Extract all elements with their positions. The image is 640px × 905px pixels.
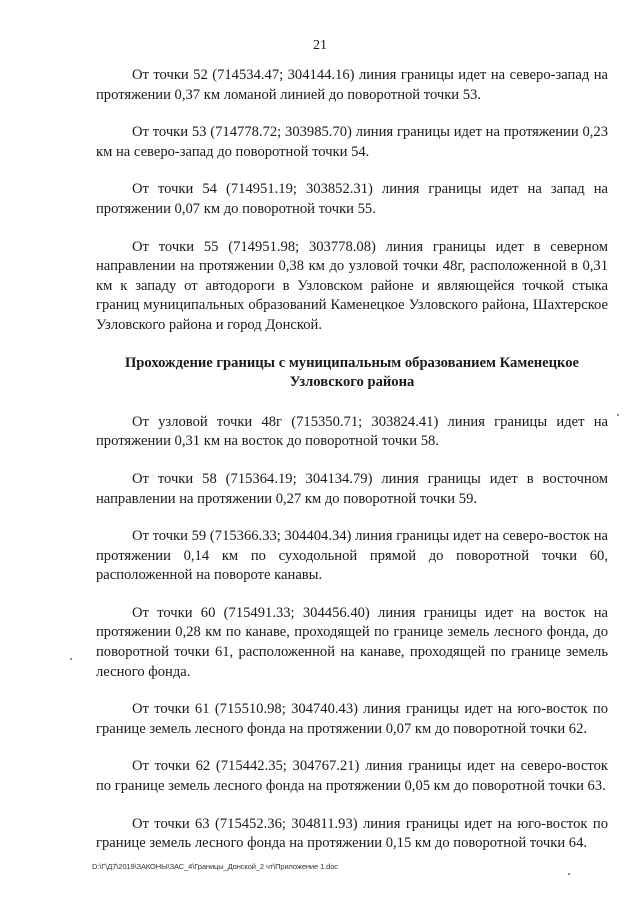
scan-speck — [568, 873, 570, 875]
scan-speck — [70, 658, 72, 660]
paragraph-point-61: От точки 61 (715510.98; 304740.43) линия границы идет на юго-восток по границе земель лесного фонда на протяжении 0,07 км до поворотной точки 62. — [96, 701, 608, 737]
document-body — [96, 66, 608, 872]
paragraph-point-59: От точки 59 (715366.33; 304404.34) линия границы идет на северо-восток на протяжении 0,14 км по суходольной прямой до поворотной точки 60, расположенной на повороте канавы. — [96, 528, 608, 584]
paragraph-point-60: От точки 60 (715491.33; 304456.40) линия границы идет на восток на протяжении 0,28 км по канаве, проходящей по границе земель лесного фонда, до поворотной точки 61, расположенной на канаве, проходящей по границе земель лесного фонда. — [96, 604, 608, 680]
paragraph-point-52: От точки 52 (714534.47; 304144.16) линия границы идет на северо-запад на протяжении 0,37 км ломаной линией до поворотной точки 53. — [96, 67, 608, 103]
paragraph-point-58: От точки 58 (715364.19; 304134.79) линия границы идет в восточном направлении на протяжении 0,27 км до поворотной точки 59. — [96, 470, 608, 507]
page-number: 21 — [313, 38, 327, 53]
paragraph-point-63: От точки 63 (715452.36; 304811.93) линия границы идет на юго-восток по границе земель лесного фонда на протяжении 0,15 км до поворотной точки 64. — [96, 815, 608, 852]
section-heading: Прохождение границы с муниципальным образованием Каменецкое Узловского района — [124, 354, 580, 391]
paragraph-point-53: От точки 53 (714778.72; 303985.70) линия границы идет на протяжении 0,23 км на северо-запад до поворотной точки 54. — [96, 124, 608, 160]
paragraph-point-62: От точки 62 (715442.35; 304767.21) линия границы идет на северо-восток по границе земель лесного фонда на протяжении 0,05 км до поворотной точки 63. — [96, 758, 608, 795]
file-path-footer: D:\Г\Д7\2019\ЗАКОНЫ\ЗАС_4\Границы_Донской_2 чт\Приложение 1.doc — [92, 862, 338, 871]
paragraph-node-48g: От узловой точки 48г (715350.71; 303824.41) линия границы идет на протяжении 0,31 км на восток до поворотной точки 58. — [96, 413, 608, 450]
scan-speck — [617, 414, 619, 416]
paragraph-point-55: От точки 55 (714951.98; 303778.08) линия границы идет в северном направлении на протяжении 0,38 км до узловой точки 48г, расположенной в 0,31 км к западу от автодороги в Узловском районе и являющейся точкой стыка границ муниципальных образований Каменецкое Узловского района, Шахтерское Узловского района и город Донской. — [96, 238, 608, 333]
paragraph-point-54: От точки 54 (714951.19; 303852.31) линия границы идет на запад на протяжении 0,07 км до поворотной точки 55. — [96, 181, 608, 217]
